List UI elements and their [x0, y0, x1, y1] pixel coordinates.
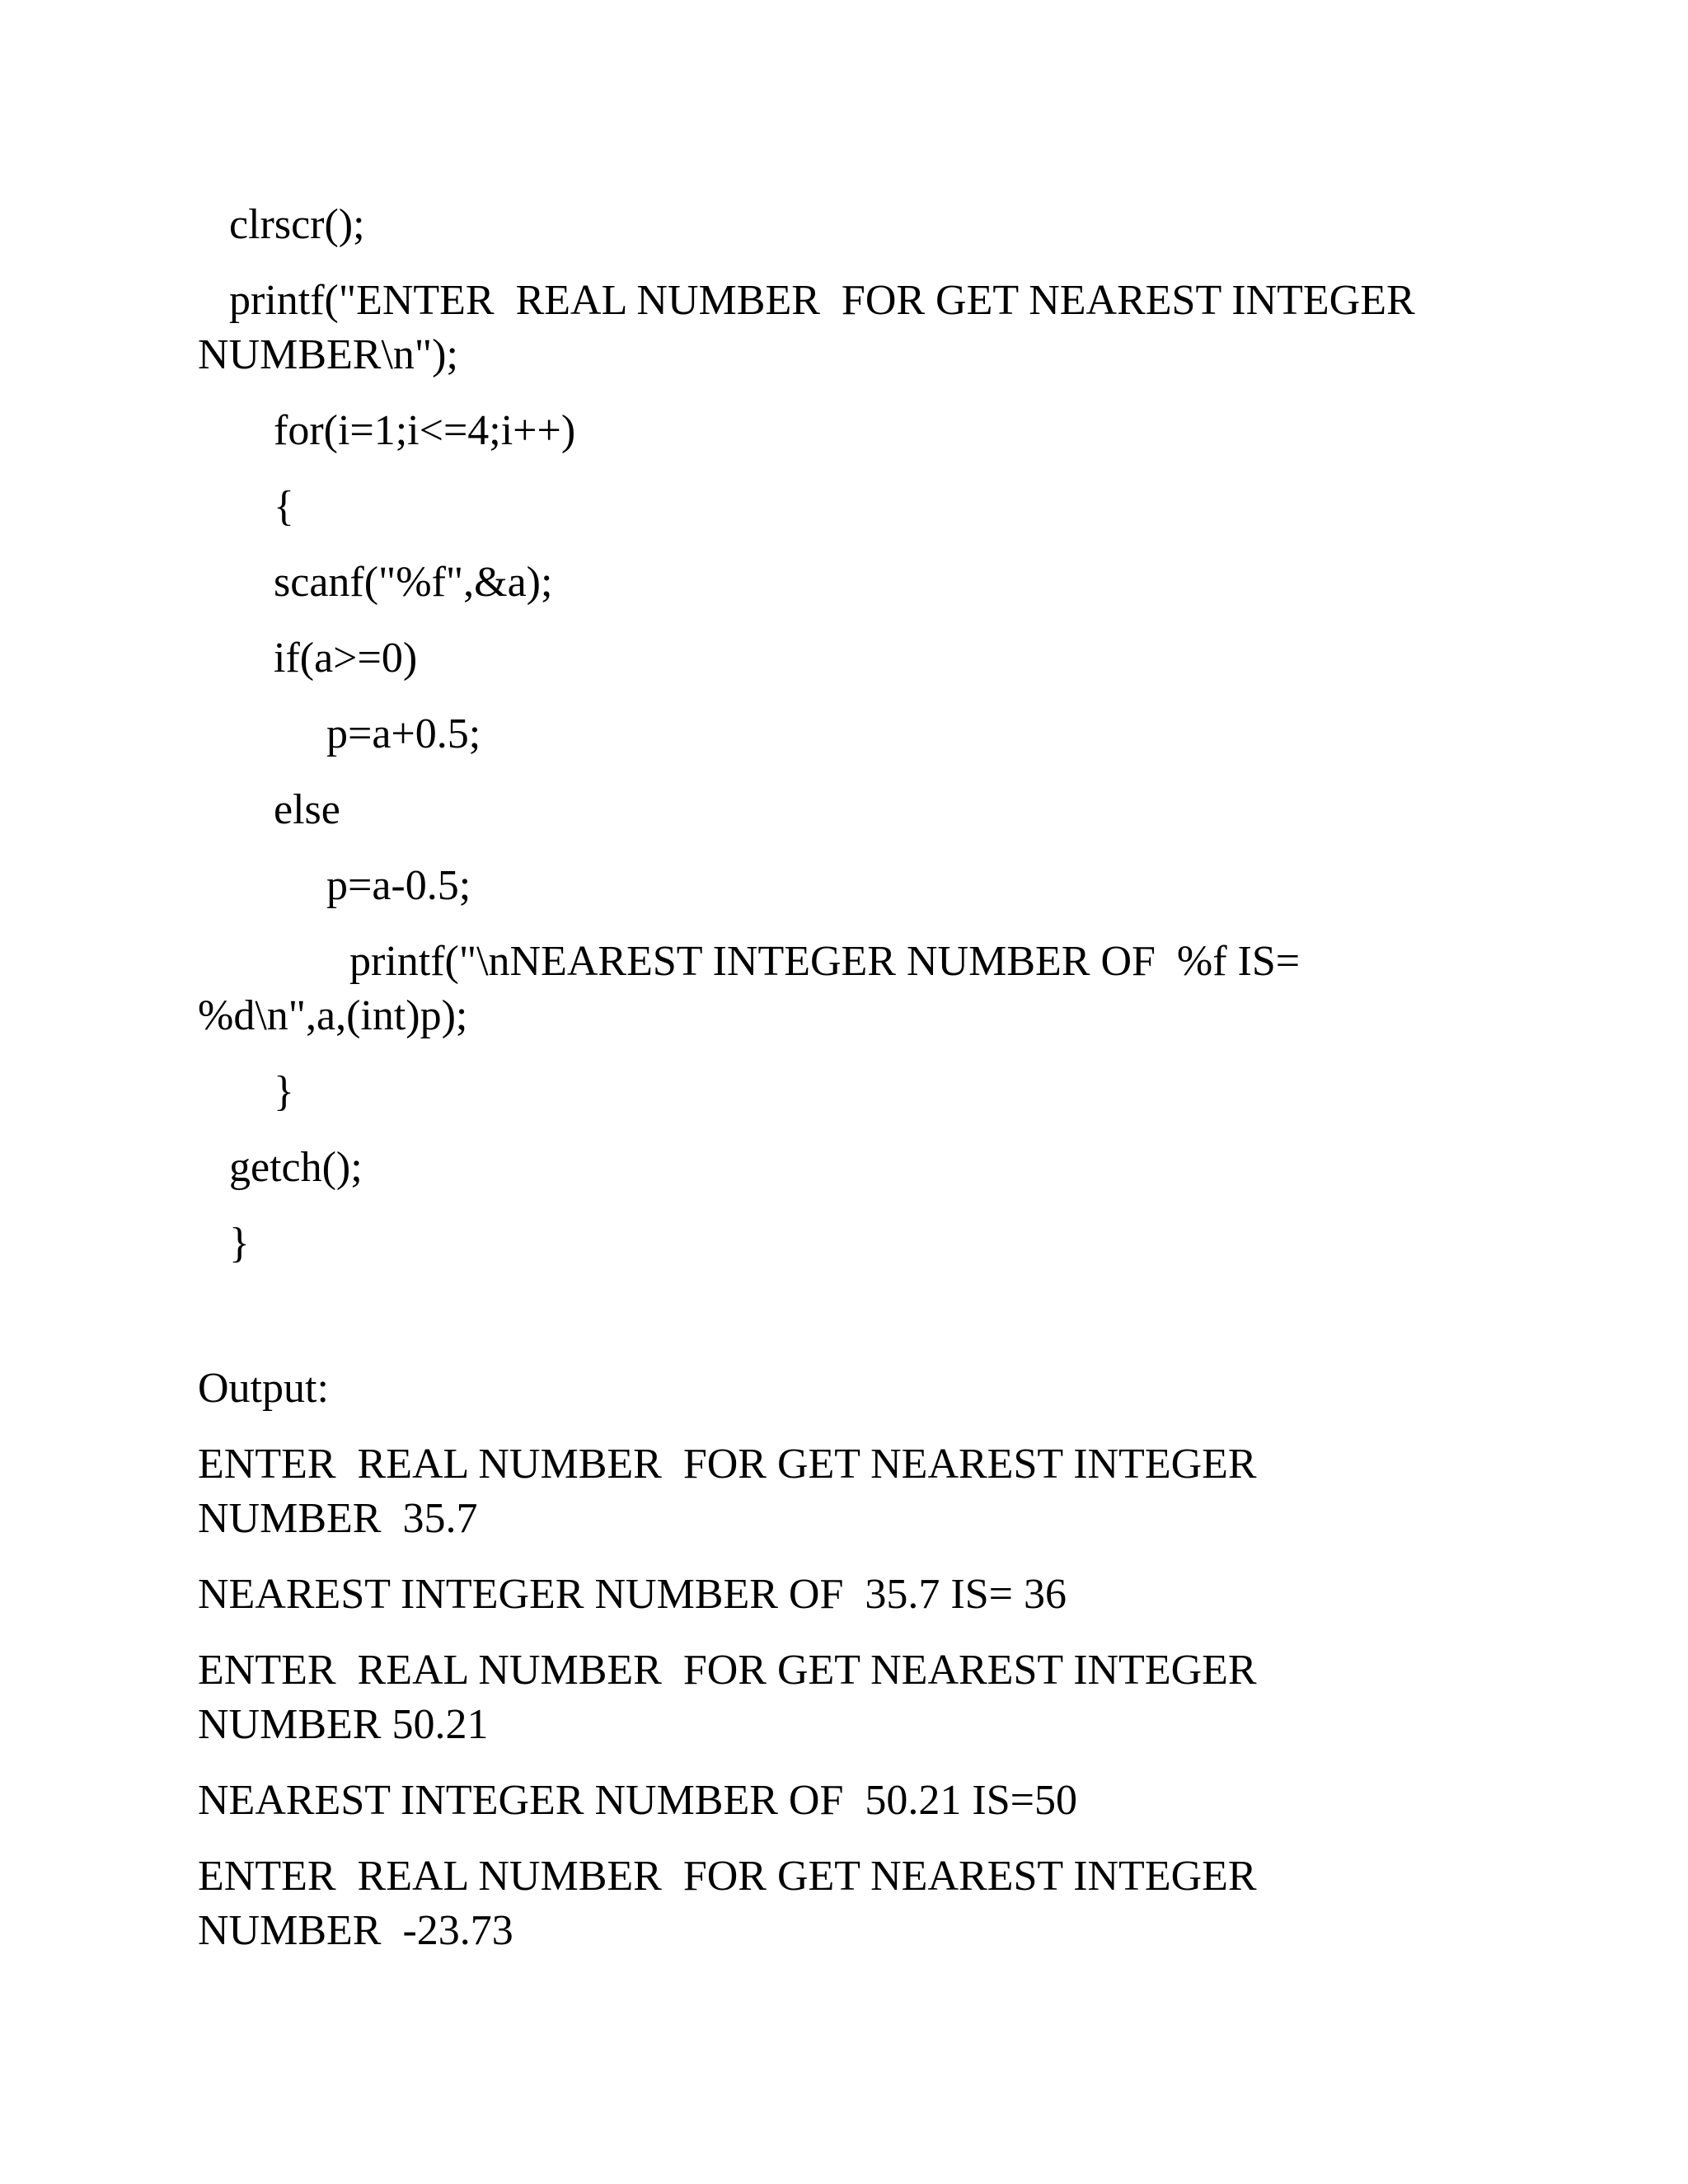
- output-line: NEAREST INTEGER NUMBER OF 50.21 IS=50: [198, 1777, 1077, 1824]
- code-line: scanf("%f",&a);: [274, 559, 553, 606]
- code-line: printf("\nNEAREST INTEGER NUMBER OF %f IS=: [349, 938, 1301, 985]
- output-line: ENTER REAL NUMBER FOR GET NEAREST INTEGER: [198, 1853, 1257, 1900]
- output-line: NUMBER 50.21: [198, 1701, 489, 1748]
- code-line: p=a+0.5;: [326, 710, 481, 757]
- output-line: NUMBER -23.73: [198, 1907, 513, 1954]
- code-line: clrscr();: [229, 201, 365, 248]
- code-line: if(a>=0): [274, 635, 418, 682]
- code-line: NUMBER\n");: [198, 331, 458, 378]
- code-line: printf("ENTER REAL NUMBER FOR GET NEAREST INTEGER: [229, 277, 1415, 324]
- code-line: {: [274, 483, 294, 530]
- output-line: NEAREST INTEGER NUMBER OF 35.7 IS= 36: [198, 1571, 1067, 1618]
- output-line: NUMBER 35.7: [198, 1495, 478, 1542]
- code-line: p=a-0.5;: [326, 862, 471, 909]
- output-line: ENTER REAL NUMBER FOR GET NEAREST INTEGER: [198, 1441, 1257, 1488]
- output-heading: Output:: [198, 1365, 329, 1412]
- code-line: else: [274, 786, 340, 833]
- code-line: }: [274, 1068, 294, 1115]
- code-line: getch();: [229, 1144, 363, 1191]
- output-line: ENTER REAL NUMBER FOR GET NEAREST INTEGER: [198, 1647, 1257, 1694]
- code-line: for(i=1;i<=4;i++): [274, 407, 576, 454]
- code-line: %d\n",a,(int)p);: [198, 992, 468, 1039]
- code-line: }: [229, 1220, 250, 1267]
